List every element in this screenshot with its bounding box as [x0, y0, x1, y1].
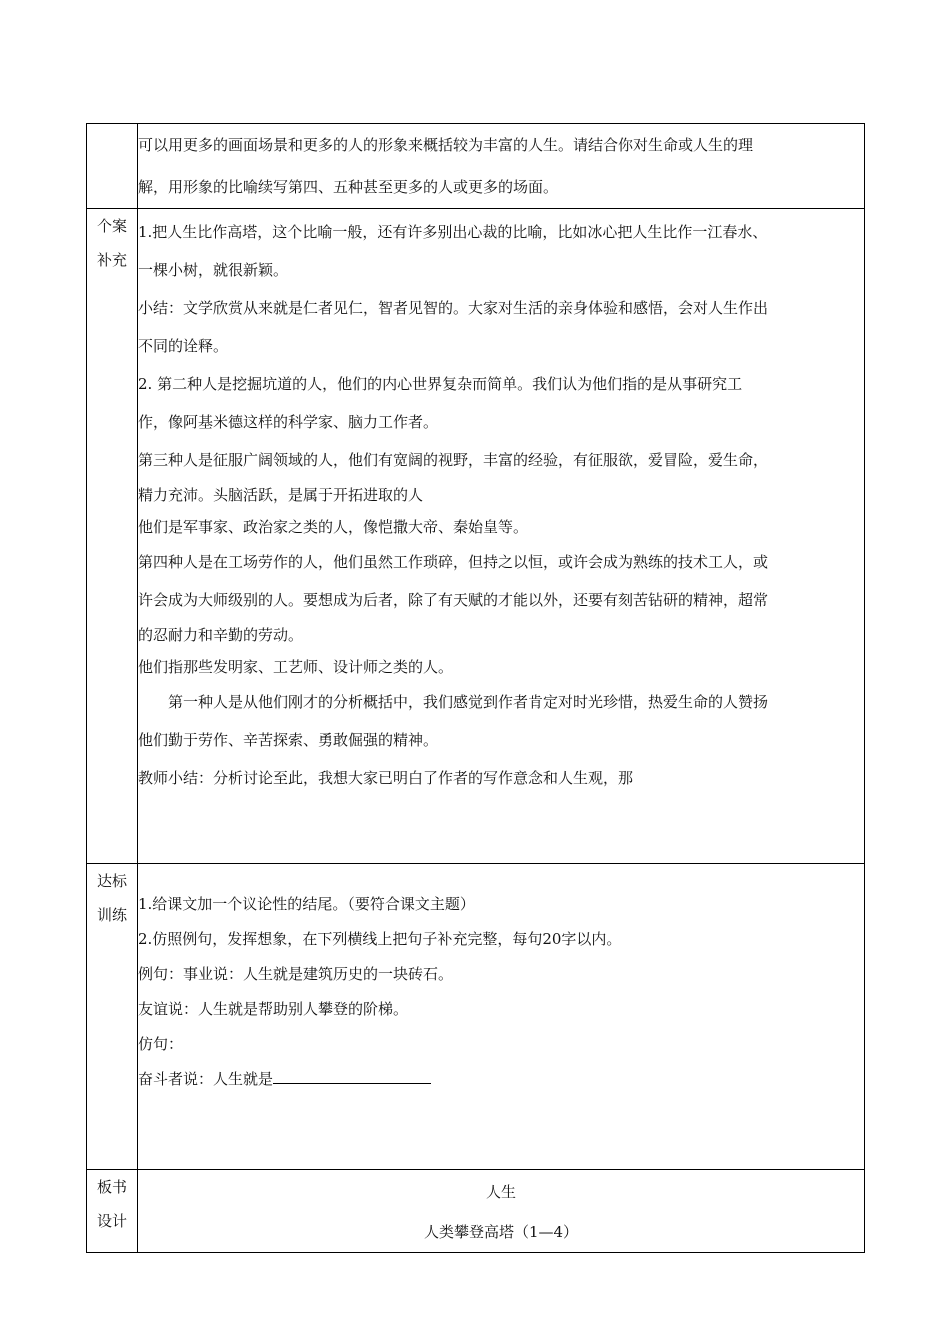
- table-row-intro: [87, 124, 865, 209]
- row-label-practice: [87, 864, 138, 1170]
- label-line: 个案: [96, 217, 127, 235]
- intro-line: 可以用更多的画面场景和更多的人的形象来概括较为丰富的人生。请结合你对生命或人生的理: [138, 136, 754, 154]
- practice-line-fill: [138, 1062, 864, 1097]
- content-line: 第一种人是从他们刚才的分析概括中，我们感觉到作者肯定对时光珍惜，热爱生命的人赞扬: [168, 693, 769, 711]
- label-line: 达标: [96, 872, 127, 890]
- content-line: 2. 第二种人是挖掘坑道的人，他们的内心世界复杂而简单。我们认为他们指的是从事研究工: [138, 375, 743, 393]
- board-design-content: [138, 1170, 865, 1253]
- row-label-board-design: [87, 1170, 138, 1253]
- content-line: 第四种人是在工场劳作的人，他们虽然工作琐碎，但持之以恒，或许会成为熟练的技术工人，或: [138, 553, 769, 571]
- label-line: 板书: [96, 1178, 127, 1196]
- intro-line: 解，用形象的比喻续写第四、五种甚至更多的人或更多的场面。: [138, 178, 559, 196]
- content-line: 小结：文学欣赏从来就是仁者见仁，智者见智的。大家对生活的亲身体验和感悟，会对人生作出: [138, 299, 769, 317]
- content-line: 教师小结：分析讨论至此，我想大家已明白了作者的写作意念和人生观，那: [138, 769, 634, 787]
- lesson-table: [86, 123, 865, 1253]
- case-supplement-content: [138, 209, 865, 864]
- content-line: 1.把人生比作高塔，这个比喻一般，还有许多别出心裁的比喻，比如冰心把人生比作一江春水、: [138, 223, 768, 241]
- practice-line: 例句：事业说：人生就是建筑历史的一块砖石。: [138, 965, 454, 983]
- table-row-case-supplement: [87, 209, 865, 864]
- content-line: 许会成为大师级别的人。要想成为后者，除了有天赋的才能以外，还要有刻苦钻研的精神，超常: [138, 591, 769, 609]
- content-line: 他们指那些发明家、工艺师、设计师之类的人。: [138, 658, 454, 676]
- practice-line: 1.给课文加一个议论性的结尾。（要符合课文主题）: [138, 895, 475, 913]
- content-line: 不同的诠释。: [138, 337, 229, 355]
- answer-blank[interactable]: [273, 1069, 431, 1084]
- content-line: 的忍耐力和辛勤的劳动。: [138, 626, 304, 644]
- practice-prompt: 奋斗者说：人生就是: [138, 1070, 274, 1088]
- table-row-board-design: [87, 1170, 865, 1253]
- row-label-empty: [87, 124, 138, 209]
- practice-line: 仿句：: [138, 1035, 184, 1053]
- content-line: 他们是军事家、政治家之类的人，像恺撒大帝、秦始皇等。: [138, 518, 529, 536]
- table-row-practice: [87, 864, 865, 1170]
- label-line: 补充: [96, 251, 127, 269]
- board-title: 人生: [485, 1183, 516, 1201]
- content-line: 一棵小树，就很新颖。: [138, 261, 289, 279]
- board-subtitle: 人类攀登高塔（1—4）: [423, 1223, 579, 1241]
- label-line: 训练: [96, 906, 127, 924]
- practice-line: 2.仿照例句，发挥想象，在下列横线上把句子补充完整，每句20字以内。: [138, 930, 622, 948]
- content-line: 他们勤于劳作、辛苦探索、勇敢倔强的精神。: [138, 731, 439, 749]
- practice-line: 友谊说：人生就是帮助别人攀登的阶梯。: [138, 1000, 409, 1018]
- content-line: 作，像阿基米德这样的科学家、脑力工作者。: [138, 413, 439, 431]
- intro-content: [138, 124, 865, 209]
- practice-content: [138, 864, 865, 1170]
- content-line: 精力充沛。头脑活跃，是属于开拓进取的人: [138, 486, 424, 504]
- content-line: 第三种人是征服广阔领域的人，他们有宽阔的视野，丰富的经验，有征服欲，爱冒险，爱生命，: [138, 451, 769, 469]
- row-label-case-supplement: [87, 209, 138, 864]
- label-line: 设计: [96, 1212, 127, 1230]
